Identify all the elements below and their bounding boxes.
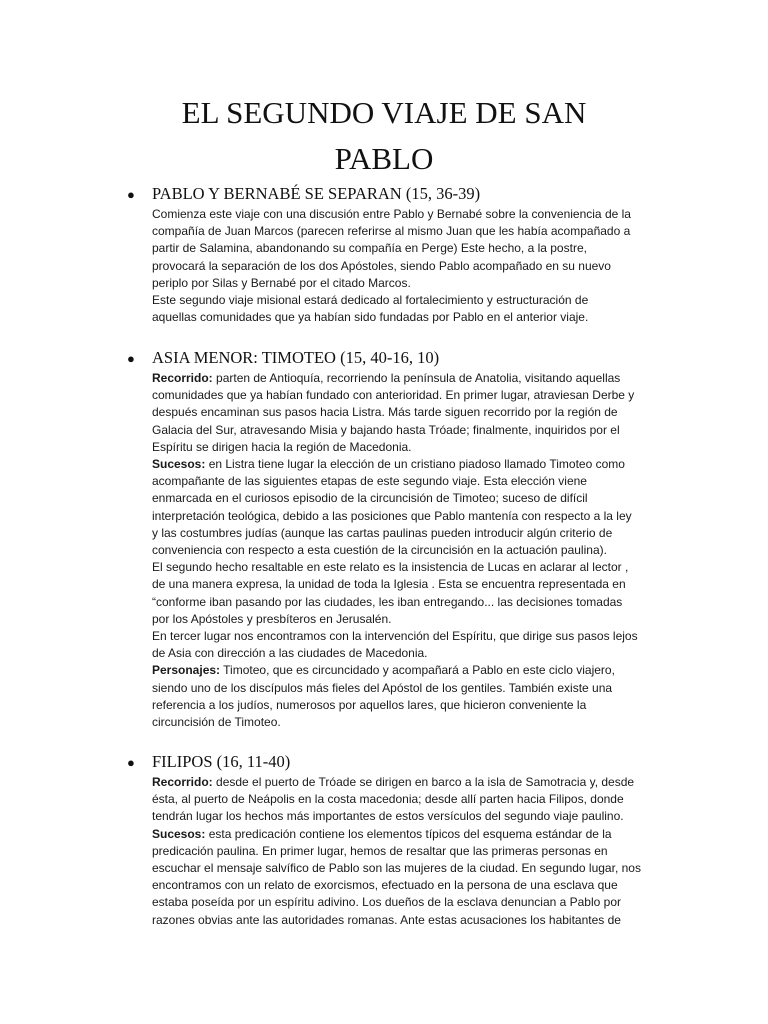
section-heading: FILIPOS (16, 11-40) (152, 752, 291, 771)
text-line: por los Apóstoles y presbíteros en Jerusalén. (152, 611, 392, 626)
recorrido-text: desde el puerto de Tróade se dirigen en barco a la isla de Samotracia y, desde (212, 775, 635, 789)
text-line (152, 370, 648, 387)
section-body (152, 774, 648, 929)
text-line: acompañante de las siguientes etapas de este segundo viaje. Esta elección viene (152, 474, 587, 489)
text-line: interpretación teológica, debido a las posiciones que Pablo mantenía con respecto a la ley (152, 508, 632, 523)
recorrido-text: parten de Antioquía, recorriendo la península de Anatolia, visitando aquellas (212, 371, 621, 385)
text-line (152, 456, 648, 473)
text-line: tendrán lugar los hechos más importantes de estos versículos del segundo viaje paulino. (152, 809, 624, 824)
section-heading: PABLO Y BERNABÉ SE SEPARAN (15, 36-39) (152, 184, 481, 203)
text-line: circuncisión de Timoteo. (152, 715, 281, 730)
personajes-text: Timoteo, que es circuncidado y acompañará a Pablo en este ciclo viajero, (220, 663, 615, 678)
text-line: predicación paulina. En primer lugar, hemos de resaltar que las primeras personas en (152, 843, 608, 858)
text-line: siendo uno de los discípulos más fieles del Apóstol de los gentiles. También existe una (152, 680, 613, 695)
text-line: estaba poseída por un espíritu adivino. Los dueños de la esclava denuncian a Pablo por (152, 895, 621, 910)
text-line: encontramos con un relato de exorcismos, efectuado en la persona de una esclava que (152, 878, 618, 893)
text-line: de una manera expresa, la unidad de toda la Iglesia . Esta se encuentra representada en (152, 577, 626, 592)
text-line: razones obvias ante las autoridades romanas. Ante estas acusaciones los habitantes de (152, 912, 621, 927)
text-line: En tercer lugar nos encontramos con la intervención del Espíritu, que dirige sus pasos lejos (152, 629, 638, 644)
text-line: “conforme iban pasando por las ciudades, les iban entregando... las decisiones tomadas (152, 594, 623, 609)
text-line: aquellas comunidades que ya habían sido fundadas por Pablo en el anterior viaje. (152, 310, 589, 325)
bullet-icon: ● (127, 755, 135, 770)
text-line: Espíritu se dirigen hacia la región de Macedonia. (152, 439, 412, 454)
recorrido-label: Recorrido: (152, 775, 213, 789)
sucesos-label: Sucesos: (152, 826, 206, 841)
text-line: Comienza este viaje con una discusión entre Pablo y Bernabé sobre la conveniencia de la (152, 207, 631, 221)
text-line: ésta, al puerto de Neápolis en la costa macedonia; desde allí parten hacia Filipos, donde (152, 792, 624, 807)
text-line: partir de Salamina, abandonando su compañía en Perge) Este hecho, a la postre, (152, 241, 587, 256)
text-line: Galacia del Sur, atravesando Misia y bajando hasta Tróade; finalmente, inquiridos por el (152, 422, 620, 437)
recorrido-label: Recorrido: (152, 371, 213, 385)
text-line: compañía de Juan Marcos (parecen referirse al mismo Juan que les había acompañado a (152, 224, 631, 239)
page-title (0, 90, 768, 182)
text-line: después encaminan sus pasos hacia Listra. Más tarde siguen recorrido por la región de (152, 405, 618, 420)
sucesos-label: Sucesos: (152, 457, 206, 472)
bullet-icon: ● (127, 351, 135, 366)
text-line: provocará la separación de los dos Apóstoles, siendo Pablo acompañado en su nuevo (152, 258, 611, 273)
section-body (152, 370, 648, 731)
text-line: referencia a los judíos, numerosos por aquellos lares, que hicieron conveniente la (152, 697, 587, 712)
text-line: El segundo hecho resaltable en este relato es la insistencia de Lucas en aclarar al lector , (152, 560, 629, 575)
bullet-icon: ● (127, 187, 135, 202)
text-line: periplo por Silas y Bernabé por el citado Marcos. (152, 275, 411, 290)
text-line (152, 774, 648, 791)
text-line (152, 662, 648, 679)
text-line: Este segundo viaje misional estará dedicado al fortalecimiento y estructuración de (152, 293, 589, 308)
text-line: enmarcada en el curiosos episodio de la circuncisión de Timoteo; suceso de difícil (152, 491, 588, 506)
sucesos-text: en Listra tiene lugar la elección de un cristiano piadoso llamado Timoteo como (205, 457, 625, 472)
sucesos-text: esta predicación contiene los elementos típicos del esquema estándar de la (205, 826, 612, 841)
text-line: comunidades que ya habían fundado con anterioridad. En primer lugar, atraviesan Derbe y (152, 388, 635, 403)
section-heading: ASIA MENOR: TIMOTEO (15, 40-16, 10) (152, 348, 440, 367)
text-line: escuchar el mensaje salvífico de Pablo son las mujeres de la ciudad. En segundo lugar, nos (152, 861, 641, 876)
page-title-line-1: EL SEGUNDO VIAJE DE SAN (181, 95, 587, 130)
personajes-label: Personajes: (152, 663, 221, 678)
text-line: y las costumbres judías (aunque las cartas paulinas pueden introducir algún criterio de (152, 525, 613, 540)
section-body (152, 206, 648, 326)
text-line (152, 826, 648, 843)
page-title-line-2: PABLO (334, 141, 434, 176)
text-line: de Asia con dirección a las ciudades de Macedonia. (152, 646, 428, 661)
text-line: conveniencia con respecto a esta cuestión de la circuncisión en la actuación paulina). (152, 543, 607, 558)
